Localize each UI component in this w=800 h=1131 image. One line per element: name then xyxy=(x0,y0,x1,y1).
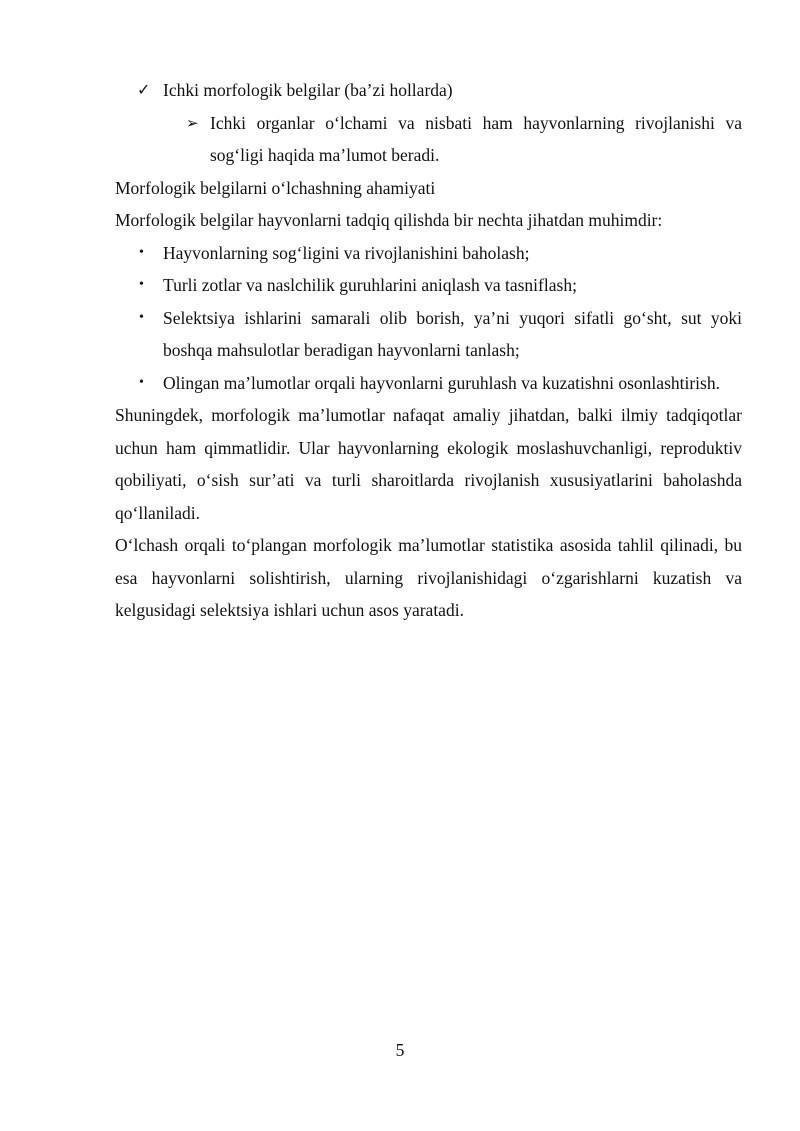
intro-paragraph: Morfologik belgilar hayvonlarni tadqiq qilishda bir nechta jihatdan muhimdir: xyxy=(115,210,663,230)
bullet-icon: • xyxy=(139,374,144,390)
body-paragraph: Shuningdek, morfologik ma’lumotlar nafaqat amaliy jihatdan, balki ilmiy tadqiqotlar uchun ham qimmatlidir. Ular hayvonlarning ekologik moslashuvchanligi, reproduktiv qobiliyati, o‘sish sur’ati va turli sharoitlarda rivojlanish xususiyatlarini baholashda qo‘llaniladi. xyxy=(115,405,742,523)
bullet-list xyxy=(115,237,742,400)
page-number: 5 xyxy=(395,1040,405,1060)
bullet-icon: • xyxy=(139,244,144,260)
list-item xyxy=(115,302,742,367)
arrow-list-item-text: Ichki organlar o‘lchami va nisbati ham hayvonlarning rivojlanishi va sog‘ligi haqida ma’lumot beradi. xyxy=(210,112,742,165)
list-item-text: Hayvonlarning sog‘ligini va rivojlanishini baholash; xyxy=(163,242,530,263)
checkmark-icon: ✓ xyxy=(137,80,151,99)
bullet-icon: • xyxy=(139,277,144,292)
page-content xyxy=(115,74,742,627)
checklist-item-text: Ichki morfologik belgilar (ba’zi hollarda) xyxy=(163,80,453,100)
list-item-text: Olingan ma’lumotlar orqali hayvonlarni guruhlash va kuzatishni osonlashtirish. xyxy=(163,372,720,393)
bullet-icon: • xyxy=(139,309,144,325)
checklist-item xyxy=(115,74,742,107)
section-heading: Morfologik belgilarni o‘lchashning ahamiyati xyxy=(115,177,436,198)
list-item xyxy=(115,367,742,400)
list-item xyxy=(115,269,742,302)
list-item-text: Selektsiya ishlarini samarali olib borish, ya’ni yuqori sifatli go‘sht, sut yoki boshqa mahsulotlar beradigan hayvonlarni tanlash; xyxy=(163,307,742,360)
arrow-list-item xyxy=(115,107,742,172)
arrow-bullet-icon: ➢ xyxy=(186,113,199,132)
list-item-text: Turli zotlar va naslchilik guruhlarini aniqlash va tasniflash; xyxy=(163,275,577,295)
list-item xyxy=(115,237,742,270)
body-paragraph: O‘lchash orqali to‘plangan morfologik ma’lumotlar statistika asosida tahlil qilinadi, bu esa hayvonlarni solishtirish, ularning rivojlanishidagi o‘zgarishlarni kuzatish va kelgusidagi selektsiya ishlari uchun asos yaratadi. xyxy=(115,535,742,620)
